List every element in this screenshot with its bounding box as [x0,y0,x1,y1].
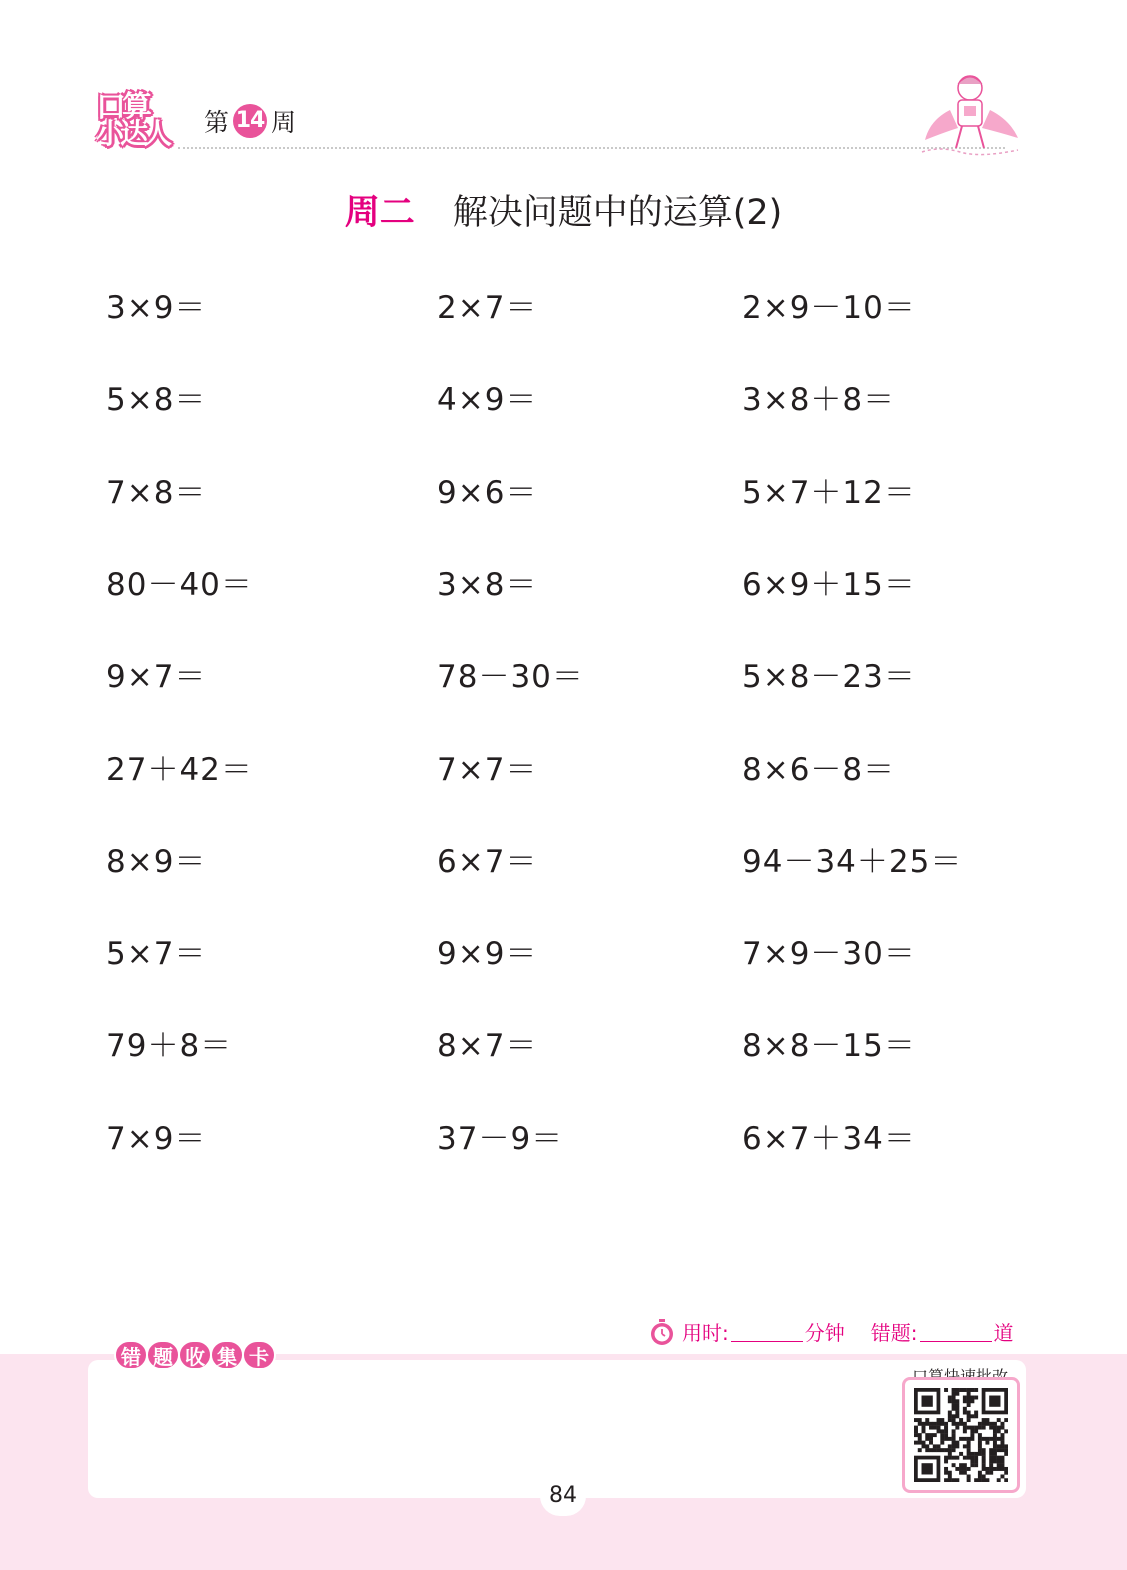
problem-item: 7×9＝ [106,1121,207,1157]
errors-unit: 道 [993,1321,1014,1345]
problem-item: 4×9＝ [437,382,538,418]
week-number-badge: 14 [233,104,267,138]
problem-item: 8×6－8＝ [742,752,896,788]
problem-item: 27＋42＝ [106,752,253,788]
book-logo [92,82,184,152]
error-card-label [114,1340,274,1370]
problem-item: 79＋8＝ [106,1028,233,1064]
problem-item: 8×8－15＝ [742,1028,916,1064]
qr-code-frame[interactable] [902,1377,1020,1493]
logo-line1: 口算 [96,90,148,125]
card-label-char: 卡 [242,1340,276,1370]
errors-blank[interactable] [920,1322,992,1342]
problem-item: 5×8＝ [106,382,207,418]
problem-item: 80－40＝ [106,567,253,603]
problem-item: 94－34＋25＝ [742,844,963,880]
header-divider [178,147,1005,149]
time-record [648,1317,1014,1346]
time-unit: 分钟 [804,1321,845,1345]
problem-item: 8×7＝ [437,1028,538,1064]
problem-item: 6×7＋34＝ [742,1121,916,1157]
problem-item: 3×9＝ [106,290,207,326]
problem-item: 9×7＝ [106,659,207,695]
problem-item: 7×7＝ [437,752,538,788]
logo-line2: 小达人 [96,117,169,150]
time-blank[interactable] [731,1322,803,1342]
card-label-char: 集 [210,1340,244,1370]
stopwatch-icon [648,1318,676,1346]
title-day: 周二 [344,193,415,233]
week-indicator [204,103,296,139]
page-title [0,185,1127,235]
qr-code-icon [914,1388,1008,1482]
problem-item: 2×9－10＝ [742,290,916,326]
card-label-char: 错 [114,1340,148,1370]
problem-item: 8×9＝ [106,844,207,880]
card-label-char: 题 [146,1340,180,1370]
week-prefix: 第 [204,108,230,137]
time-label: 用时: [682,1321,729,1345]
problem-item: 5×7＝ [106,936,207,972]
problem-item: 7×8＝ [106,475,207,511]
problem-item: 3×8＝ [437,567,538,603]
card-label-char: 收 [178,1340,212,1370]
problem-item: 9×6＝ [437,475,538,511]
problem-item: 6×9＋15＝ [742,567,916,603]
problem-item: 5×7＋12＝ [742,475,916,511]
problem-item: 2×7＝ [437,290,538,326]
errors-label: 错题: [870,1321,918,1345]
problem-item: 5×8－23＝ [742,659,916,695]
problem-item: 9×9＝ [437,936,538,972]
page-number: 84 [540,1476,586,1516]
week-suffix: 周 [271,108,297,137]
problem-item: 78－30＝ [437,659,584,695]
problem-item: 3×8＋8＝ [742,382,896,418]
title-topic: 解决问题中的运算(2) [452,193,783,233]
problem-item: 37－9＝ [437,1121,564,1157]
problem-item: 7×9－30＝ [742,936,916,972]
problem-item: 6×7＝ [437,844,538,880]
mascot-icon [920,70,1020,160]
